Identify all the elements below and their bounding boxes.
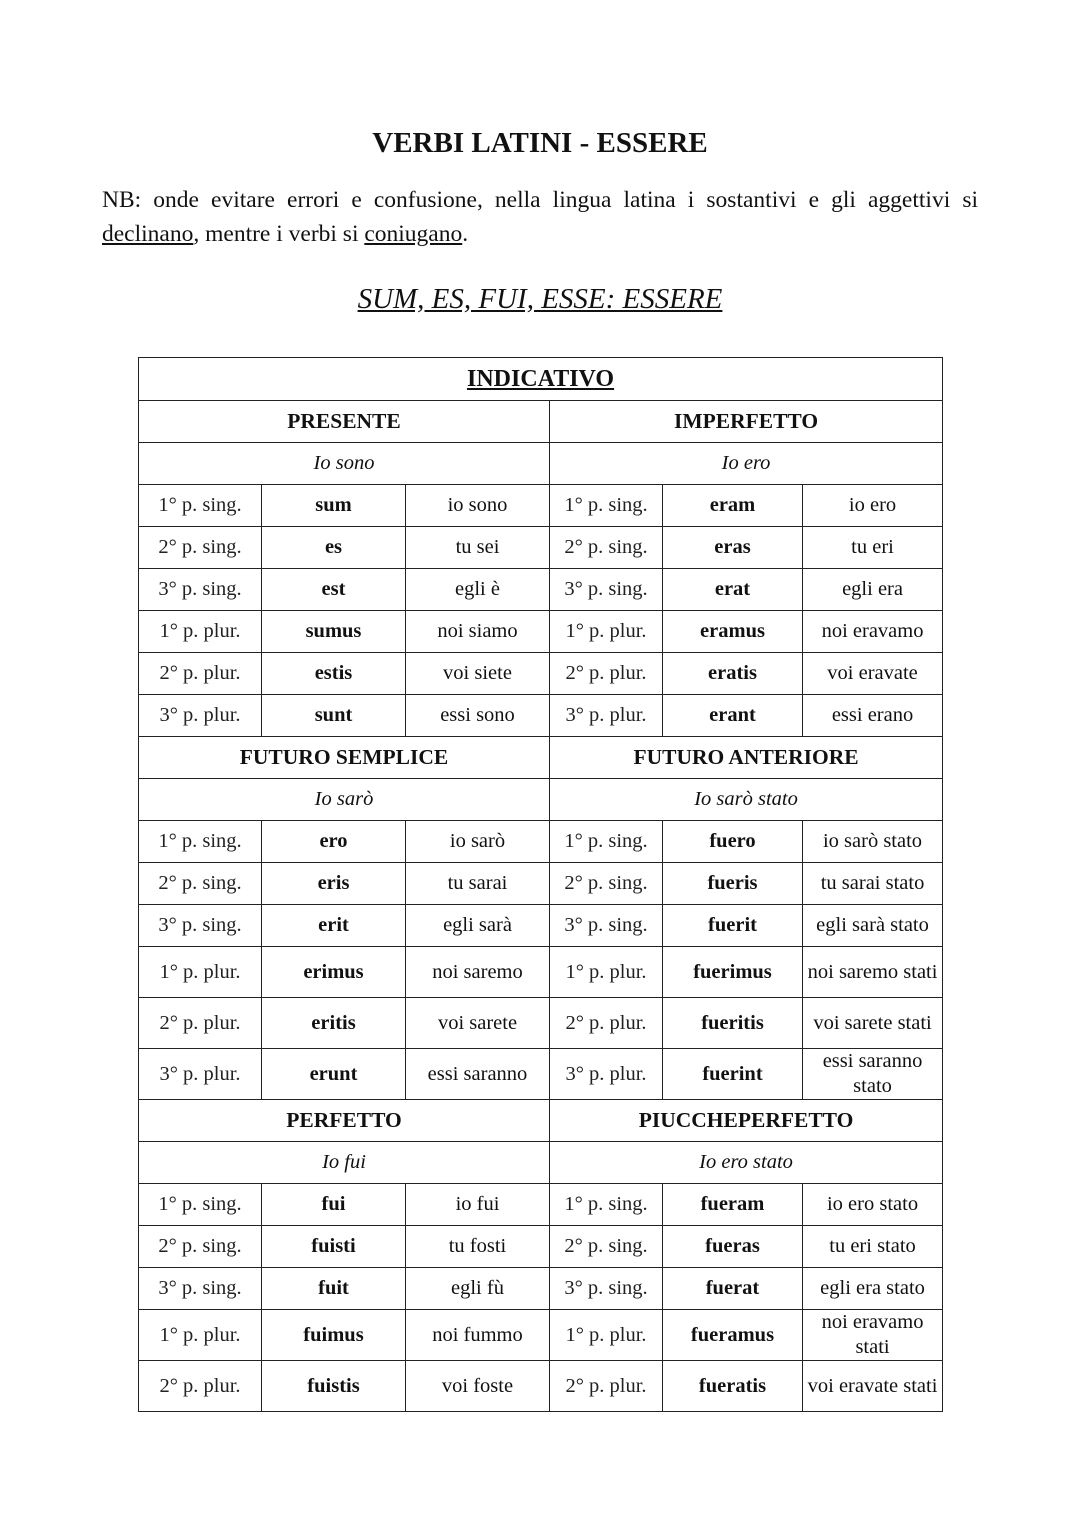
tense-example-left: Io sarò [139,779,550,821]
latin-form: eratis [663,653,803,695]
person-cell: 3° p. plur. [139,695,262,737]
latin-form: fui [262,1184,406,1226]
person-cell: 1° p. sing. [139,485,262,527]
person-cell: 2° p. sing. [550,527,663,569]
latin-form: fuimus [262,1310,406,1361]
latin-form: fuerimus [663,947,803,998]
person-cell: 1° p. plur. [139,611,262,653]
translation-cell: io ero [803,485,943,527]
table-row [139,611,943,653]
table-row [139,821,943,863]
latin-form: fuerint [663,1049,803,1100]
latin-form: eritis [262,998,406,1049]
latin-form: fueritis [663,998,803,1049]
table-row [139,653,943,695]
translation-cell: tu sarai stato [803,863,943,905]
nb-note [102,183,978,251]
tense-header-left: FUTURO SEMPLICE [139,737,550,779]
translation-cell: voi sarete stati [803,998,943,1049]
translation-cell: egli è [406,569,550,611]
translation-cell: io sarò [406,821,550,863]
person-cell: 1° p. sing. [139,821,262,863]
latin-form: sumus [262,611,406,653]
latin-form: fuistis [262,1361,406,1412]
latin-form: fueramus [663,1310,803,1361]
translation-cell: io ero stato [803,1184,943,1226]
nb-middle: , mentre i verbi si [193,221,359,247]
latin-form: sum [262,485,406,527]
latin-form: ero [262,821,406,863]
translation-cell: noi eravamo [803,611,943,653]
person-cell: 1° p. sing. [550,1184,663,1226]
tense-header-right: PIUCCHEPERFETTO [550,1100,943,1142]
translation-cell: voi siete [406,653,550,695]
translation-cell: egli era stato [803,1268,943,1310]
table-row [139,947,943,998]
translation-cell: tu sei [406,527,550,569]
table-row [139,1226,943,1268]
person-cell: 2° p. plur. [550,1361,663,1412]
person-cell: 3° p. sing. [550,569,663,611]
translation-cell: noi siamo [406,611,550,653]
latin-form: fuerit [663,905,803,947]
latin-form: erimus [262,947,406,998]
translation-cell: io sono [406,485,550,527]
table-row [139,1049,943,1100]
translation-cell: egli fù [406,1268,550,1310]
latin-form: erant [663,695,803,737]
table-row [139,485,943,527]
translation-cell: noi fummo [406,1310,550,1361]
translation-cell: voi sarete [406,998,550,1049]
translation-cell: tu fosti [406,1226,550,1268]
translation-cell: essi saranno [406,1049,550,1100]
tense-example-left: Io sono [139,443,550,485]
person-cell: 3° p. sing. [550,905,663,947]
verb-subtitle: SUM, ES, FUI, ESSE: ESSERE [357,283,723,315]
latin-form: es [262,527,406,569]
person-cell: 2° p. sing. [139,863,262,905]
translation-cell: tu eri [803,527,943,569]
table-row [139,1310,943,1361]
table-row [139,695,943,737]
nb-suffix: . [462,221,469,247]
tense-header-right: FUTURO ANTERIORE [550,737,943,779]
translation-cell: essi sono [406,695,550,737]
tense-example-right: Io ero stato [550,1142,943,1184]
person-cell: 3° p. plur. [550,695,663,737]
table-row [139,1361,943,1412]
translation-cell: noi saremo stati [803,947,943,998]
tense-header-left: PERFETTO [139,1100,550,1142]
person-cell: 2° p. sing. [550,1226,663,1268]
person-cell: 2° p. plur. [139,653,262,695]
translation-cell: voi eravate [803,653,943,695]
person-cell: 1° p. plur. [550,1310,663,1361]
table-row [139,569,943,611]
person-cell: 2° p. sing. [139,1226,262,1268]
person-cell: 2° p. sing. [550,863,663,905]
person-cell: 1° p. plur. [550,611,663,653]
person-cell: 1° p. sing. [139,1184,262,1226]
translation-cell: voi foste [406,1361,550,1412]
latin-form: est [262,569,406,611]
latin-form: fueris [663,863,803,905]
person-cell: 2° p. plur. [139,998,262,1049]
person-cell: 3° p. sing. [139,569,262,611]
nb-declinano: declinano [102,221,194,247]
person-cell: 2° p. sing. [139,527,262,569]
latin-form: eramus [663,611,803,653]
translation-cell: noi saremo [406,947,550,998]
page-title: VERBI LATINI - ESSERE [372,127,708,159]
latin-form: fueratis [663,1361,803,1412]
mood-header: INDICATIVO [139,358,943,401]
person-cell: 3° p. sing. [139,1268,262,1310]
nb-coniugano: coniugano [364,221,463,247]
latin-form: fueras [663,1226,803,1268]
table-row [139,905,943,947]
latin-form: fueram [663,1184,803,1226]
person-cell: 2° p. plur. [550,653,663,695]
person-cell: 3° p. sing. [550,1268,663,1310]
latin-form: sunt [262,695,406,737]
person-cell: 1° p. plur. [139,1310,262,1361]
table-row [139,863,943,905]
table-row [139,527,943,569]
table-row [139,1184,943,1226]
latin-form: eris [262,863,406,905]
latin-form: erit [262,905,406,947]
latin-form: fuit [262,1268,406,1310]
person-cell: 3° p. plur. [139,1049,262,1100]
latin-form: eras [663,527,803,569]
translation-cell: io fui [406,1184,550,1226]
translation-cell: noi eravamo stati [803,1310,943,1361]
translation-cell: essi saranno stato [803,1049,943,1100]
person-cell: 1° p. sing. [550,821,663,863]
person-cell: 1° p. plur. [139,947,262,998]
translation-cell: egli era [803,569,943,611]
person-cell: 2° p. plur. [139,1361,262,1412]
translation-cell: essi erano [803,695,943,737]
tense-example-left: Io fui [139,1142,550,1184]
latin-form: erunt [262,1049,406,1100]
tense-header-left: PRESENTE [139,401,550,443]
latin-form: fuero [663,821,803,863]
table-row [139,1268,943,1310]
latin-form: fuerat [663,1268,803,1310]
translation-cell: egli sarà [406,905,550,947]
translation-cell: egli sarà stato [803,905,943,947]
translation-cell: io sarò stato [803,821,943,863]
latin-form: estis [262,653,406,695]
person-cell: 1° p. sing. [550,485,663,527]
translation-cell: tu sarai [406,863,550,905]
person-cell: 3° p. sing. [139,905,262,947]
person-cell: 3° p. plur. [550,1049,663,1100]
latin-form: erat [663,569,803,611]
conjugation-table [138,357,943,1412]
person-cell: 2° p. plur. [550,998,663,1049]
tense-example-right: Io ero [550,443,943,485]
latin-form: fuisti [262,1226,406,1268]
person-cell: 1° p. plur. [550,947,663,998]
nb-text: NB: onde evitare errori e confusione, nella lingua latina i sostantivi e gli aggettivi si [102,187,978,213]
tense-example-right: Io sarò stato [550,779,943,821]
translation-cell: tu eri stato [803,1226,943,1268]
tense-header-right: IMPERFETTO [550,401,943,443]
latin-form: eram [663,485,803,527]
translation-cell: voi eravate stati [803,1361,943,1412]
table-row [139,998,943,1049]
